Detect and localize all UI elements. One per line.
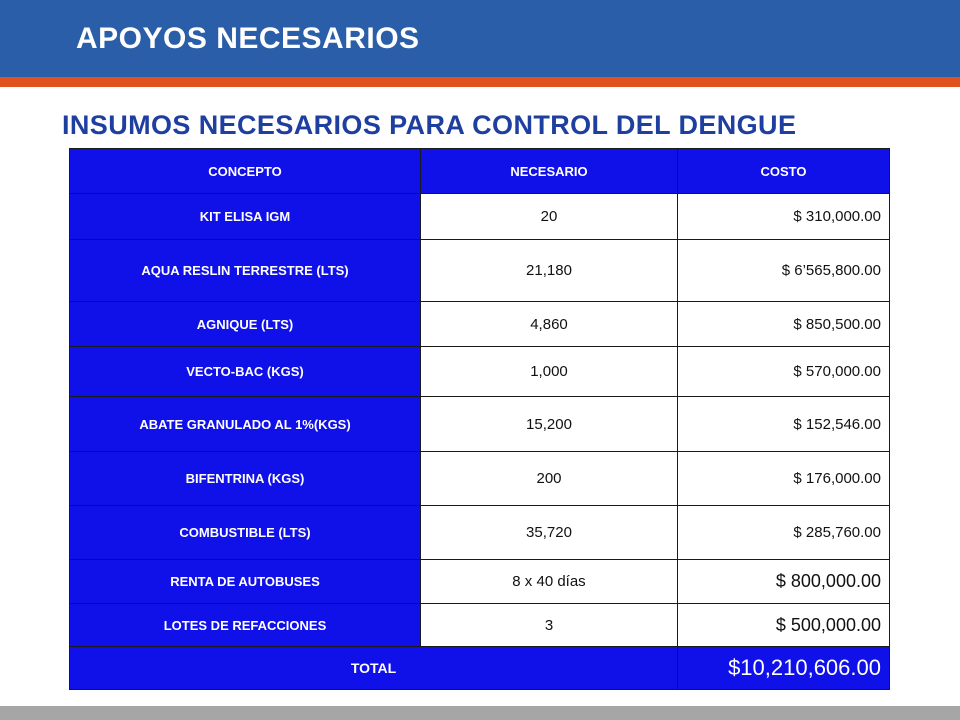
cost-cell: $ 176,000.00 <box>678 452 890 506</box>
table-header-row <box>70 149 890 194</box>
quantity-cell: 3 <box>421 604 678 647</box>
concept-cell: ABATE GRANULADO AL 1%(KGS) <box>70 397 421 452</box>
concept-cell: AGNIQUE (LTS) <box>70 302 421 347</box>
quantity-cell: 15,200 <box>421 397 678 452</box>
table-row <box>70 506 890 560</box>
section-title: INSUMOS NECESARIOS PARA CONTROL DEL DENGUE <box>62 110 797 140</box>
concept-cell: AQUA RESLIN TERRESTRE (LTS) <box>70 240 421 302</box>
table-row <box>70 347 890 397</box>
quantity-cell: 20 <box>421 194 678 240</box>
quantity-cell: 200 <box>421 452 678 506</box>
concept-cell: COMBUSTIBLE (LTS) <box>70 506 421 560</box>
cost-cell: $ 6’565,800.00 <box>678 240 890 302</box>
concept-cell: RENTA DE AUTOBUSES <box>70 560 421 604</box>
cost-cell: $ 500,000.00 <box>678 604 890 647</box>
header-accent-stripe <box>0 77 960 87</box>
cost-cell: $ 850,500.00 <box>678 302 890 347</box>
table-row <box>70 397 890 452</box>
table-row <box>70 604 890 647</box>
cost-cell: $ 800,000.00 <box>678 560 890 604</box>
concept-cell: VECTO-BAC (KGS) <box>70 347 421 397</box>
table-row <box>70 194 890 240</box>
table-row <box>70 302 890 347</box>
table-row <box>70 560 890 604</box>
cost-cell: $ 310,000.00 <box>678 194 890 240</box>
table-row <box>70 452 890 506</box>
footer-band <box>0 706 960 720</box>
quantity-cell: 35,720 <box>421 506 678 560</box>
cost-cell: $ 285,760.00 <box>678 506 890 560</box>
quantity-cell: 8 x 40 días <box>421 560 678 604</box>
column-header-concepto: CONCEPTO <box>70 149 421 194</box>
quantity-cell: 4,860 <box>421 302 678 347</box>
concept-cell: BIFENTRINA (KGS) <box>70 452 421 506</box>
column-header-necesario: NECESARIO <box>421 149 678 194</box>
total-row <box>70 647 890 690</box>
concept-cell: KIT ELISA IGM <box>70 194 421 240</box>
cost-cell: $ 152,546.00 <box>678 397 890 452</box>
column-header-costo: COSTO <box>678 149 890 194</box>
cost-cell: $ 570,000.00 <box>678 347 890 397</box>
table-row <box>70 240 890 302</box>
cost-table <box>69 148 890 690</box>
quantity-cell: 1,000 <box>421 347 678 397</box>
page-title: APOYOS NECESARIOS <box>76 22 420 55</box>
concept-cell: LOTES DE REFACCIONES <box>70 604 421 647</box>
total-value: $10,210,606.00 <box>678 647 890 690</box>
total-label: TOTAL <box>70 647 678 690</box>
quantity-cell: 21,180 <box>421 240 678 302</box>
